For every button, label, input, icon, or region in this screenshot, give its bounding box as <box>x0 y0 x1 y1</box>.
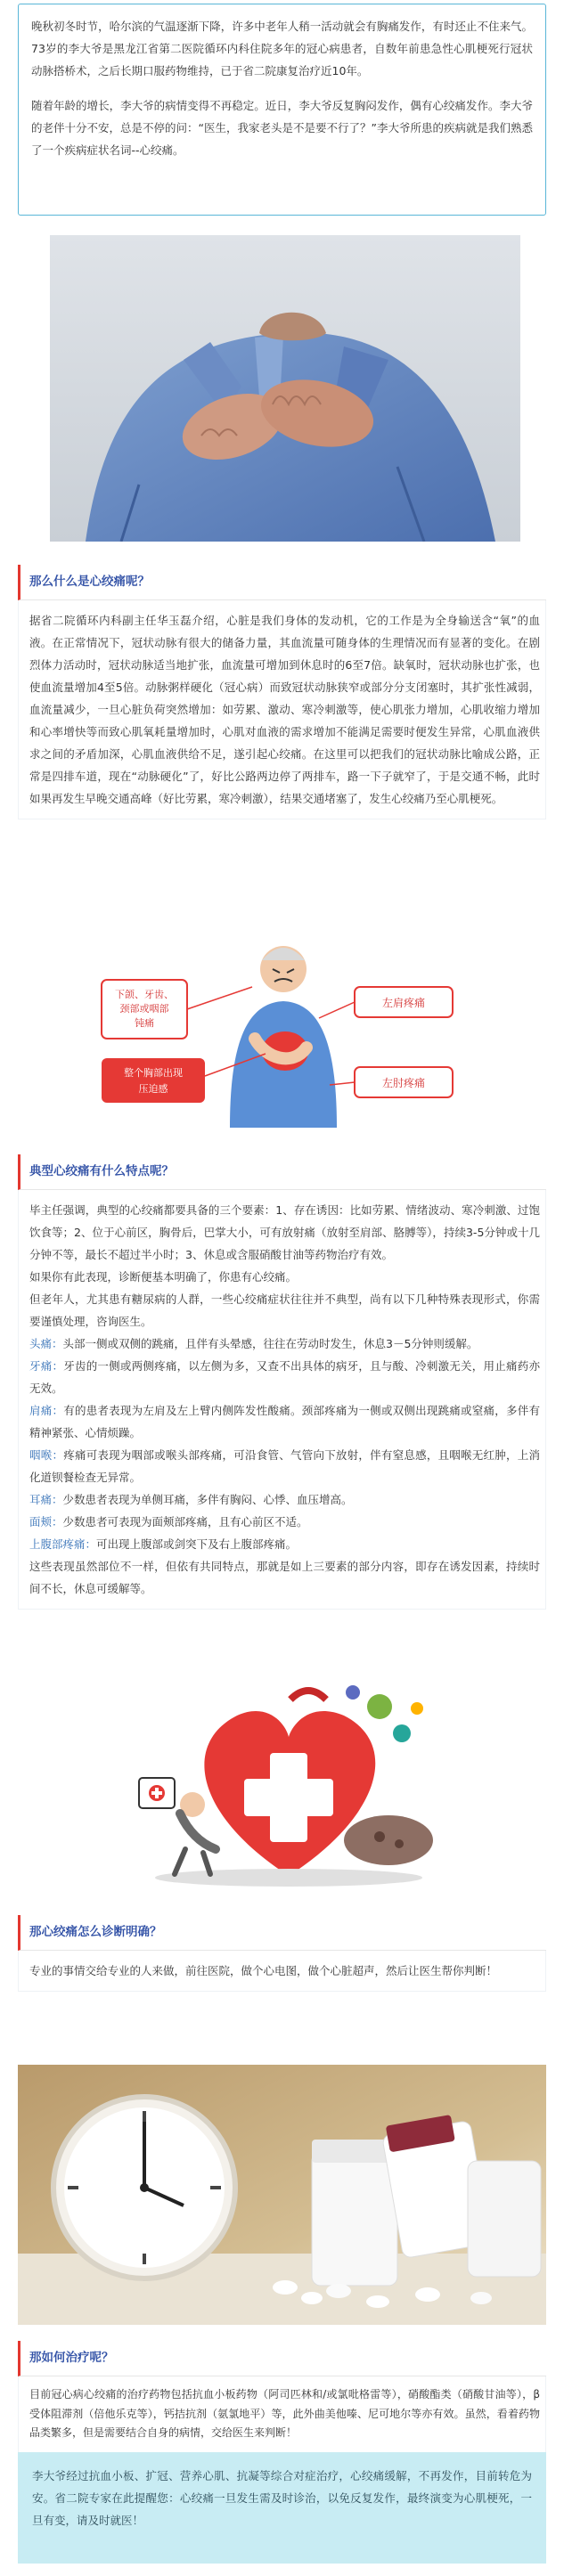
symptom-text: 少数患者可表现为面颊部疼痛，且有心前区不适。 <box>62 1515 308 1528</box>
illus-label-jaw-line3: 钝痛 <box>135 1017 154 1029</box>
section-paragraph: 据省二院循环内科副主任华玉磊介绍，心脏是我们身体的发动机，它的工作是为全身输送含“氧”的血液。在正常情况下，冠状动脉有很大的储备力量，其血流量可随身体的生理情况而有显著的变化。在剧烈体力活动时，冠状动脉适当地扩张，血流量可增加到休息时的6至7倍。缺氧时，冠状动脉也扩张，也使血流量增加4至5倍。动脉粥样硬化（冠心病）而致冠状动脉狭窄或部分分支闭塞时，其扩张性减弱，血流量减少，一旦心脏负荷突然增加：如劳累、激动、寒冷刺激等，使心肌张力增加，心肌收缩力增加和心率增快等而致心肌氧耗量增加时，心肌对血液的需求增加不能满足需要时便发生异常，心肌血液供求之间的矛盾加深，心肌血液供给不足，遂引起心绞痛。在这里可以把我们的冠状动脉比喻成公路，正常是四排车道，现在“动脉硬化”了，好比公路两边停了两排车，路一下子就窄了，于是交通不畅，此时如果再发生早晚交通高峰（好比劳累，寒冷刺激），结果交通堵塞了，发生心绞痛乃至心肌梗死。 <box>29 614 540 805</box>
symptom-item-headache <box>29 1333 540 1355</box>
symptom-keyword: 肩痛： <box>29 1404 64 1417</box>
illus-label-jaw-line1: 下颌、牙齿、 <box>115 989 174 1000</box>
section-header <box>18 1154 546 1190</box>
section-paragraph-3: 但老年人，尤其患有糖尿病的人群，一些心绞痛症状往往并不典型，尚有以下几种特殊表现形式，你需要谨慎处理，咨询医生。 <box>29 1292 540 1328</box>
section-body <box>18 1951 546 1992</box>
section-title: 那心绞痛怎么诊断明确？ <box>29 1925 162 1939</box>
intro-paragraph-1: 晚秋初冬时节，哈尔滨的气温逐渐下降，许多中老年人稍一活动就会有胸痛发作，有时还止不住来气。73岁的李大爷是黑龙江省第二医院循环内科住院多年的冠心病患者，自数年前患急性心肌梗死行冠状动脉搭桥术，之后长期口服药物维持，已于省二院康复治疗近10年。 <box>31 20 533 77</box>
intro-paragraph-2: 随着年龄的增长，李大爷的病情变得不再稳定。近日，李大爷反复胸闷发作，偶有心绞痛发作。李大爷的老伴十分不安，总是不停的问：“医生，我家老头是不是要不行了？”李大爷所患的疾病就是我们熟悉了一个疾病症状名词--心绞痛。 <box>31 99 533 157</box>
section-paragraph: 专业的事情交给专业的人来做，前往医院，做个心电图，做个心脏超声，然后让医生帮你判断！ <box>29 1964 498 1977</box>
section-typical-features <box>18 1154 546 1610</box>
section-header <box>18 1915 546 1951</box>
section-body <box>18 1190 546 1610</box>
outro-box <box>18 2452 546 2564</box>
illus-label-shoulder: 左肩疼痛 <box>381 997 426 1009</box>
symptom-item-ear <box>29 1488 540 1511</box>
symptom-text: 有的患者表现为左肩及左上臂内侧阵发性酸痛。颈部疼痛为一侧或双侧出现跳痛或窒痛，多伴有精神紧张、心情烦躁。 <box>29 1404 540 1439</box>
symptom-item-abdomen <box>29 1533 540 1555</box>
chest-pain-photo <box>50 235 520 542</box>
section-body <box>18 600 546 819</box>
section-paragraph-2: 如果你有此表现，诊断便基本明确了，你患有心绞痛。 <box>29 1270 298 1284</box>
section-title: 那么什么是心绞痛呢？ <box>29 575 150 589</box>
symptom-item-shoulder <box>29 1399 540 1444</box>
symptom-keyword: 耳痛： <box>29 1493 63 1506</box>
symptom-item-cheek <box>29 1511 540 1533</box>
section-title: 典型心绞痛有什么特点呢？ <box>29 1164 174 1178</box>
illus-label-chest-line2: 压迫感 <box>138 1083 168 1095</box>
symptom-item-throat <box>29 1444 540 1488</box>
illus-label-chest-line1: 整个胸部出现 <box>124 1067 183 1079</box>
symptom-keyword: 面颊： <box>29 1515 63 1528</box>
section-paragraph: 目前冠心病心绞痛的治疗药物包括抗血小板药物（阿司匹林和/或氯吡格雷等），硝酸酯类（硝酸甘油等），β受体阻滞剂（倍他乐克等），钙拮抗剂（氨氯地平）等，此外曲美他嗪、尼可地尔等亦有效。虽然，看着药物品类繁多，但是需要结合自身的病情，交给医生来判断！ <box>29 2388 540 2440</box>
heart-cross-illustration <box>86 1671 492 1892</box>
section-header <box>18 565 546 600</box>
angina-illustration <box>96 933 470 1128</box>
section-header <box>18 2341 546 2376</box>
symptom-keyword: 咽喉： <box>29 1448 64 1462</box>
section-treatment <box>18 2341 546 2453</box>
symptom-keyword: 牙痛： <box>29 1359 64 1373</box>
section-paragraph-1: 毕主任强调，典型的心绞痛都要具备的三个要素：1、存在诱因：比如劳累、情绪波动、寒冷刺激、过饱饮食等；2、位于心前区，胸骨后，巴掌大小，可有放射痛（放射至肩部、胳膊等），持续3-5分钟或十几分钟不等，最长不超过半小时；3、休息或含服硝酸甘油等药物治疗有效。 <box>29 1203 540 1261</box>
clock-pills-photo <box>18 2065 546 2325</box>
section-body <box>18 2376 546 2453</box>
intro-box <box>18 4 546 216</box>
section-title: 那如何治疗呢？ <box>29 2351 114 2365</box>
symptom-keyword: 上腹部疼痛： <box>29 1537 97 1551</box>
symptom-keyword: 头痛： <box>29 1337 63 1350</box>
symptom-item-toothache <box>29 1355 540 1399</box>
symptom-text: 可出现上腹部或剑突下及右上腹部疼痛。 <box>96 1537 298 1551</box>
section-diagnosis <box>18 1915 546 1992</box>
illus-label-jaw-line2: 颈部或咽部 <box>119 1003 169 1015</box>
symptom-text: 少数患者表现为单侧耳痛，多伴有胸闷、心悸、血压增高。 <box>62 1493 353 1506</box>
illus-label-elbow: 左肘疼痛 <box>381 1077 426 1089</box>
symptom-text: 疼痛可表现为咽部或喉头部疼痛，可沿食管、气管向下放射，伴有窒息感，且咽喉无红肿，上消化道钡餐检查无异常。 <box>29 1448 540 1484</box>
section-what-is-angina <box>18 565 546 819</box>
outro-paragraph: 李大爷经过抗血小板、扩冠、营养心肌、抗凝等综合对症治疗，心绞痛缓解，不再发作，目前转危为安。省二院专家在此提醒您：心绞痛一旦发生需及时诊治，以免反复发作，最终演变为心肌梗死，一旦有变，请及时就医！ <box>32 2469 532 2527</box>
symptom-text: 头部一侧或双侧的跳痛，且伴有头晕感，往往在劳动时发生，休息3－5分钟则缓解。 <box>62 1337 478 1350</box>
symptom-text: 牙齿的一侧或两侧疼痛，以左侧为多，又查不出具体的病牙，且与酸、冷刺激无关，用止痛药亦无效。 <box>29 1359 540 1395</box>
section-paragraph-4: 这些表现虽然部位不一样，但依有共同特点，那就是如上三要素的部分内容，即存在诱发因素，持续时间不长，休息可缓解等。 <box>29 1560 540 1595</box>
